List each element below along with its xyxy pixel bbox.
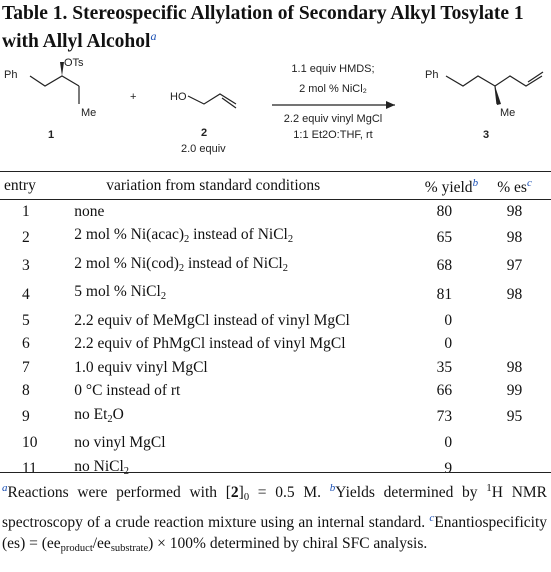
header-yield <box>379 172 478 200</box>
cell-yield: 73 <box>436 408 453 425</box>
cell-variation: 5 mol % NiCl$_2$ <box>74 283 167 302</box>
substrate-me: Me <box>81 107 97 119</box>
cell-yield: 65 <box>436 228 453 246</box>
header-es-mark: c <box>526 177 532 189</box>
cell-entry: 9 <box>22 408 30 425</box>
footnote-b-mark: b <box>329 482 336 494</box>
cell-es: 95 <box>506 408 523 425</box>
results-table <box>0 172 551 483</box>
table-title-text: Table 1. Stereospecific Allylation of Secondary Alkyl Tosylate 1 with Allyl Alcohol <box>2 3 524 52</box>
cell-variation: 2 mol % $Ni(acac)_2$ instead of NiCl$_2$ <box>74 226 294 245</box>
substrate-ph: Ph <box>4 69 18 81</box>
cell-entry: 8 <box>22 382 30 399</box>
cell-entry: 2 <box>22 228 30 246</box>
condition-below-1: 2.2 equiv vinyl MgCl <box>283 113 383 125</box>
footnote-a-text: Reactions were performed with $[2]_0 = 0.5$ M. <box>7 484 322 503</box>
cell-entry: 11 <box>22 460 37 477</box>
footnote-b-text-2: H NMR spectroscopy of a crude reaction mixture using an internal standard. <box>2 484 548 531</box>
footnotes <box>2 478 547 559</box>
cell-entry: 10 <box>22 434 38 451</box>
reaction-scheme <box>0 52 551 170</box>
cell-entry: 7 <box>22 358 30 376</box>
reagent-ho: HO <box>170 91 187 103</box>
footnote-b-superscript: 1 <box>486 482 492 494</box>
cell-yield: 66 <box>436 382 453 399</box>
header-es <box>478 172 551 200</box>
cell-es <box>478 332 551 356</box>
cell-variation: no vinyl MgCl <box>74 434 166 451</box>
table-row <box>0 356 551 380</box>
table-row <box>0 379 551 403</box>
cell-entry: 1 <box>22 202 30 220</box>
table-row <box>0 223 551 252</box>
cell-variation: 0 °C instead of rt <box>74 382 181 399</box>
product-structure <box>446 72 543 105</box>
product-me: Me <box>500 107 516 119</box>
header-variation <box>74 172 379 200</box>
cell-es <box>478 431 551 455</box>
title-footnote-mark: a <box>150 29 157 43</box>
cell-entry: 4 <box>22 285 30 303</box>
table-row <box>0 332 551 356</box>
cell-yield: 81 <box>436 285 453 303</box>
table-header-row <box>0 172 551 200</box>
cell-entry: 3 <box>22 257 30 274</box>
cell-variation: 2.2 equiv of MeMgCl instead of vinyl MgCl <box>74 311 350 329</box>
table-row <box>0 280 551 309</box>
footnote-b-text-1: Yields determined by <box>335 484 478 501</box>
table-body <box>0 200 551 484</box>
cell-es <box>478 309 551 333</box>
plus-sign: + <box>130 91 137 103</box>
cell-variation: no $Et_2O$ <box>74 405 124 425</box>
header-entry: entry <box>4 177 36 194</box>
cell-variation: 2.2 equiv of PhMgCl instead of vinyl MgCl <box>74 335 346 352</box>
condition-below-2: 1:1 Et2O:THF, rt <box>293 129 373 141</box>
header-yield-mark: b <box>472 177 479 189</box>
table-title <box>2 2 547 53</box>
cell-yield: 80 <box>436 202 453 220</box>
table-row <box>0 403 551 432</box>
table-bottom-rule <box>0 472 551 473</box>
cell-variation: 2 mol % $Ni(cod)_2$ instead of NiCl$_2$ <box>74 254 288 274</box>
footnote-c-text: Enantiospecificity $(es) = (ee_{product}/ee_{substrate}) \times 100\%$ determined by chiral SFC analysis. <box>2 514 548 554</box>
footnote-c-mark: c <box>429 512 435 524</box>
condition-above-2: 2 mol % NiCl₂ <box>299 83 367 95</box>
product-label: 3 <box>483 129 490 141</box>
footnote-a-mark: a <box>2 482 8 494</box>
table-row <box>0 252 551 281</box>
cell-yield: 35 <box>436 358 453 376</box>
table-row <box>0 309 551 333</box>
table-row <box>0 200 551 224</box>
cell-es: 98 <box>506 285 523 303</box>
header-yield-text: % yield <box>424 179 473 196</box>
cell-yield: 9 <box>444 460 453 477</box>
cell-es: 98 <box>506 202 523 220</box>
cell-es: 98 <box>506 228 523 246</box>
cell-entry: 6 <box>22 335 30 352</box>
cell-es: 99 <box>506 382 523 399</box>
cell-variation: no NiCl$_2$ <box>74 457 130 477</box>
reagent-label: 2 <box>201 127 208 139</box>
substrate-label: 1 <box>48 129 55 141</box>
cell-variation: 1.0 equiv vinyl MgCl <box>74 358 208 376</box>
product-ph: Ph <box>425 69 439 81</box>
reagent-structure <box>188 94 236 108</box>
cell-entry: 5 <box>22 311 30 329</box>
cell-yield: 68 <box>436 257 453 274</box>
condition-above-1: 1.1 equiv HMDS; <box>291 63 375 75</box>
cell-yield: 0 <box>444 335 453 352</box>
cell-es: 98 <box>506 358 523 376</box>
cell-yield: 0 <box>444 434 453 451</box>
cell-es: 97 <box>506 257 523 274</box>
substrate-ots: OTs <box>64 57 84 69</box>
cell-yield: 0 <box>444 311 453 329</box>
reagent-amount: 2.0 equiv <box>181 143 226 155</box>
cell-variation: none <box>74 202 105 220</box>
table-row <box>0 431 551 455</box>
header-es-text: % es <box>497 179 527 196</box>
header-variation-text: variation from standard conditions <box>106 177 321 194</box>
reaction-arrow <box>272 101 395 109</box>
